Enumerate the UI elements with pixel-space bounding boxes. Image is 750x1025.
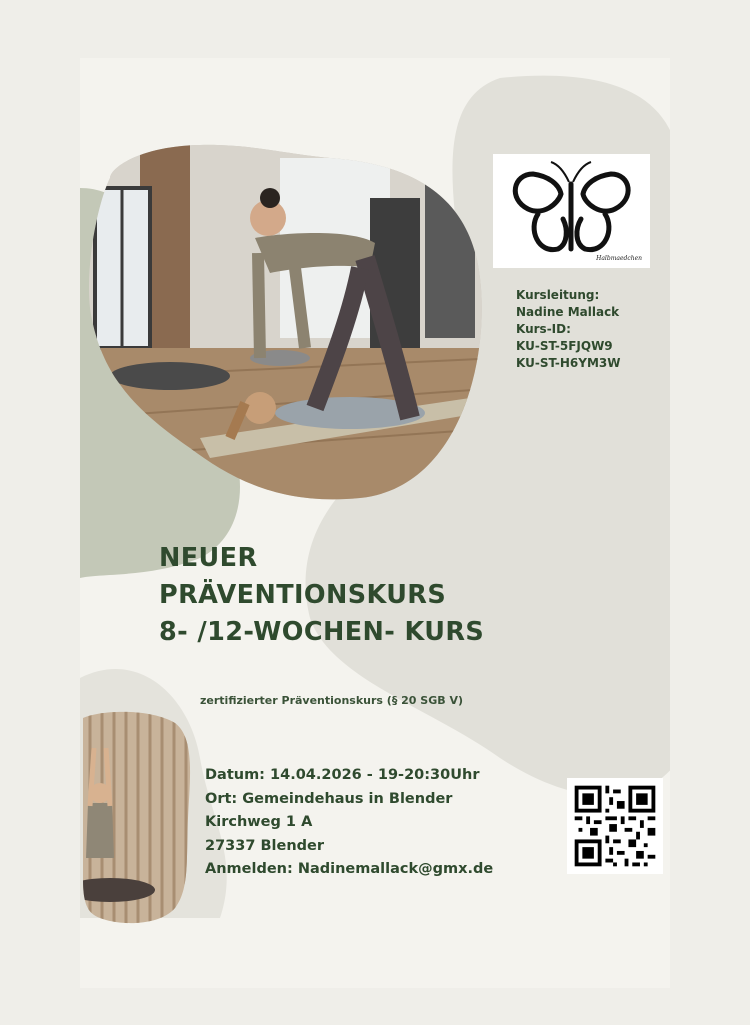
course-id-2: KU-ST-H6YM3W [516,356,621,370]
course-info [516,287,620,372]
course-id-1: KU-ST-5FJQW9 [516,339,613,353]
course-id-label: Kurs-ID: [516,322,571,336]
course-lead-label: Kursleitung: [516,288,600,302]
headline-line-1: NEUER [159,543,258,573]
headline [159,540,484,651]
course-lead-name: Nadine Mallack [516,305,620,319]
course-date: Datum: 14.04.2026 - 19-20:30Uhr [205,767,480,783]
certification-subtitle: zertifizierter Präventionskurs (§ 20 SGB V) [200,694,463,707]
course-place: Ort: Gemeindehaus in Blender [205,790,453,807]
brand-logo [493,154,650,268]
headline-line-3: 8- /12-WOCHEN- KURS [159,617,485,647]
headline-line-2: PRÄVENTIONSKURS [159,580,447,610]
yoga-pose-photo [80,58,200,988]
qr-code[interactable] [567,778,663,874]
qr-code-icon [567,778,663,874]
logo-caption: Halbmaedchen [596,255,642,262]
course-city: 27337 Blender [205,837,325,854]
signup-email[interactable]: Anmelden: Nadinemallack@gmx.de [205,861,494,877]
butterfly-logo-icon [493,154,650,268]
flyer-poster [80,58,670,988]
course-street: Kirchweg 1 A [205,814,313,830]
course-details [205,764,493,882]
